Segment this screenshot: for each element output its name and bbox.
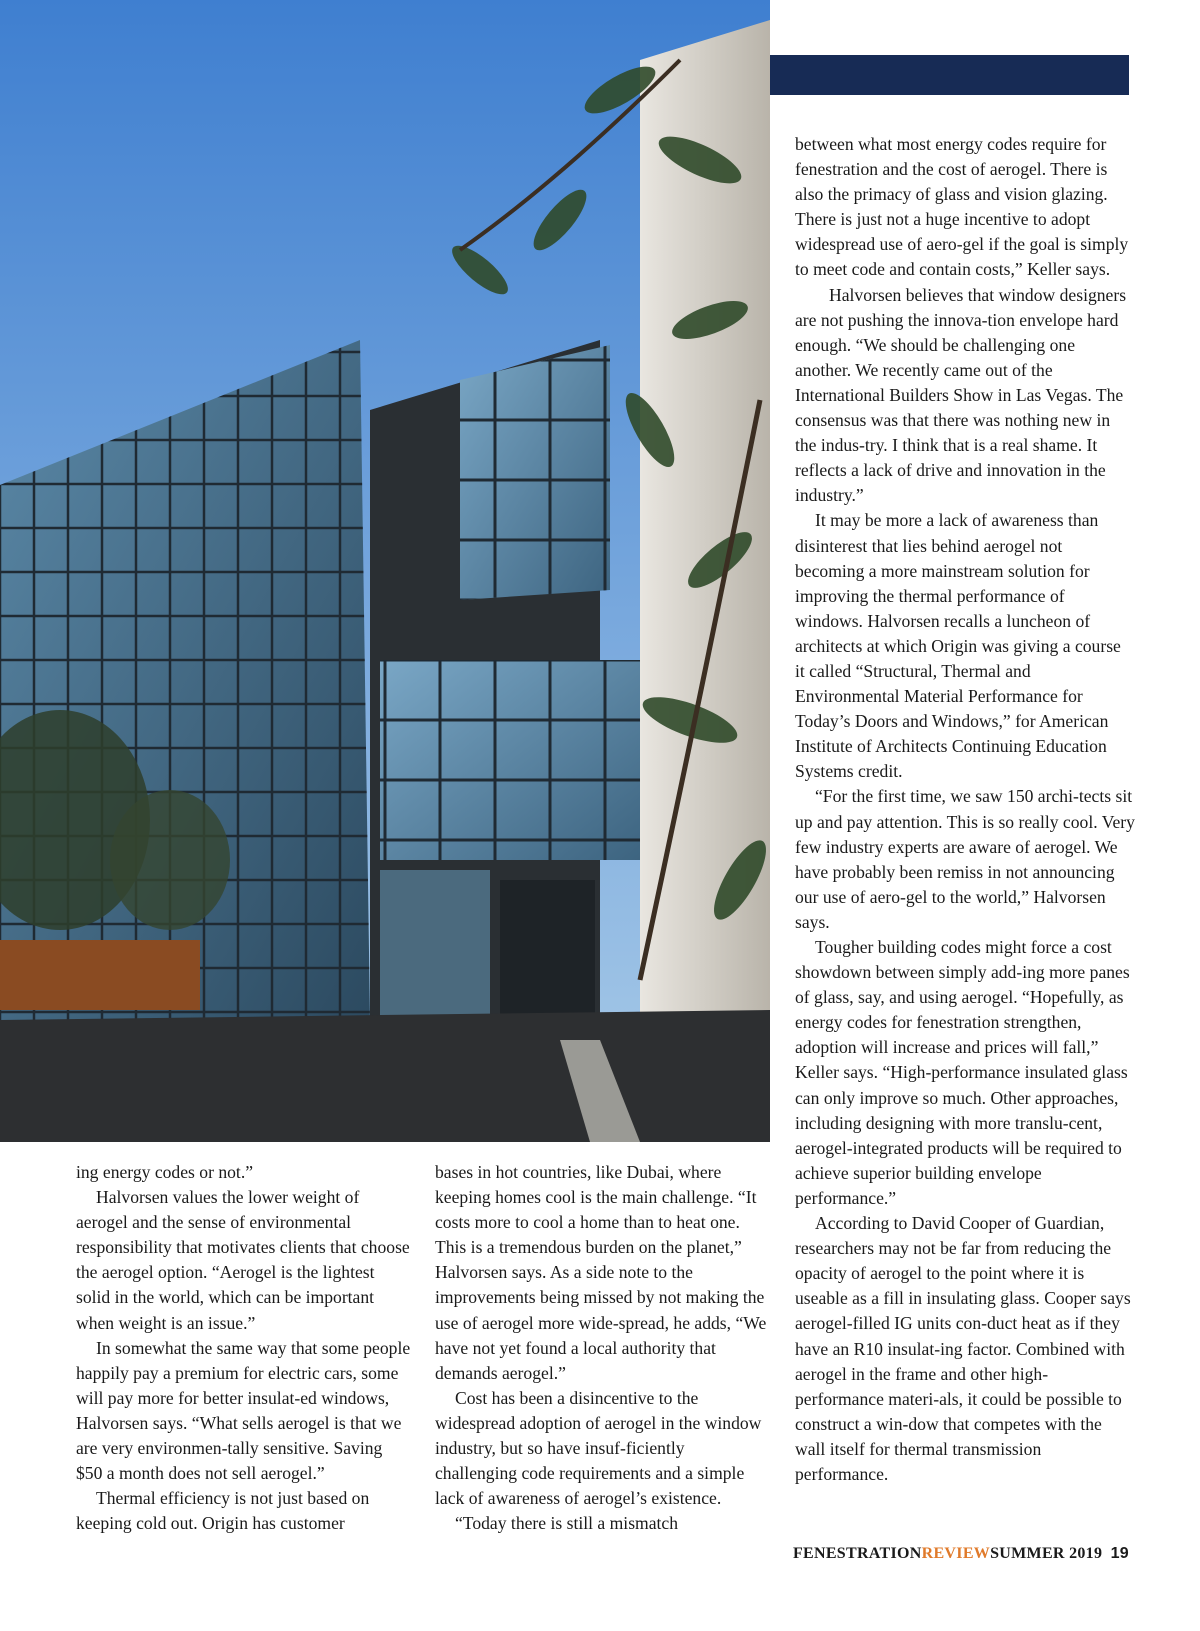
paragraph: It may be more a lack of awareness than disinterest that lies behind aerogel not becoming a more mainstream solution for improving the thermal performance of windows. Halvorsen recalls a luncheon of architects at which Origin was giving a course it called “Structural, Thermal and Environmental Material Performance for Today’s Doors and Windows,” for American Institute of Architects Continuing Education Systems credit. [795, 510, 1121, 782]
footer-brand-accent: REVIEW [921, 1545, 991, 1562]
paragraph: Halvorsen values the lower weight of aerogel and the sense of environmental responsibility that motivates clients that choose the aerogel option. “Aerogel is the lightest solid in the world, which can be important when weight is an issue.” [76, 1187, 410, 1333]
paragraph: Tougher building codes might force a cost showdown between simply add-ing more panes of glass, say, and using aerogel. “Hopefully, as energy codes for fenestration strengthen, adoption will increase and prices will fall,” Keller says. “High-performance insulated glass can only improve so much. Other approaches, including designing with more translu-cent, aerogel-integrated products will be required to achieve superior building envelope performance.” [795, 937, 1130, 1208]
footer-brand: FENESTRATION [792, 1545, 922, 1562]
paragraph: between what most energy codes require for fenestration and the cost of aerogel. There is also the primacy of glass and vision glazing. There is just not a huge incentive to adopt widespread use of aero-gel if the goal is simply to meet code and contain costs,” Keller says. [795, 134, 1129, 280]
page-number: 19 [1110, 1545, 1129, 1562]
paragraph: According to David Cooper of Guardian, researchers may not be far from reducing the opacity of aerogel to the point where it is useable as a fill in insulating glass. Cooper says aerogel-filled IG units con-duct heat as if they have an R10 insulat-ing factor. Combined with aerogel in the frame and other high-performance materi-als, it could be possible to construct a win-dow that competes with the wall itself for thermal transmission performance. [795, 1213, 1131, 1484]
paragraph: ing energy codes or not.” [76, 1162, 254, 1182]
paragraph: bases in hot countries, like Dubai, where keeping homes cool is the main challenge. “It costs more to cool a home than to heat one. This is a tremendous burden on the planet,” Halvorsen says. As a side note to the improvements being missed by not making the use of aerogel more wide-spread, he adds, “We have not yet found a local authority that demands aerogel.” [435, 1162, 767, 1383]
paragraph: “Today there is still a mismatch [455, 1513, 679, 1534]
paragraph: Halvorsen believes that window designers are not pushing the innova-tion envelope hard enough. “We should be challenging one another. We recently came out of the International Builders Show in Las Vegas. The consensus was that there was nothing new in the indus-try. I think that is a real shame. It reflects a lack of drive and innovation in the industry.” [795, 284, 1127, 506]
footer-issue: SUMMER 2019 [990, 1545, 1103, 1562]
header-band [770, 55, 1129, 95]
article-column-left [76, 1160, 411, 1536]
paragraph: In somewhat the same way that some people happily pay a premium for electric cars, some will pay more for better insulat-ed windows, Halvorsen says. “What sells aerogel is that we are very environmen-tally sensitive. Saving $50 a month does not sell aerogel.” [76, 1337, 411, 1484]
building-photo [0, 0, 770, 1142]
article-column-middle [435, 1160, 770, 1536]
building-photo-illustration [0, 0, 770, 1142]
paragraph: Thermal efficiency is not just based on keeping cold out. Origin has customer [76, 1488, 370, 1534]
article-column-right [795, 132, 1135, 1487]
paragraph: Cost has been a disincentive to the widespread adoption of aerogel in the window industry, but so have insuf-ficiently challenging code requirements and a simple lack of awareness of aerogel’s existence. [435, 1387, 762, 1509]
paragraph: “For the first time, we saw 150 archi-tects sit up and pay attention. This is so really cool. Very few industry experts are aware of aerogel. We have probably been remiss in not announcing our use of aero-gel to the world,” Halvorsen says. [795, 786, 1135, 932]
page-footer [793, 1545, 1129, 1563]
